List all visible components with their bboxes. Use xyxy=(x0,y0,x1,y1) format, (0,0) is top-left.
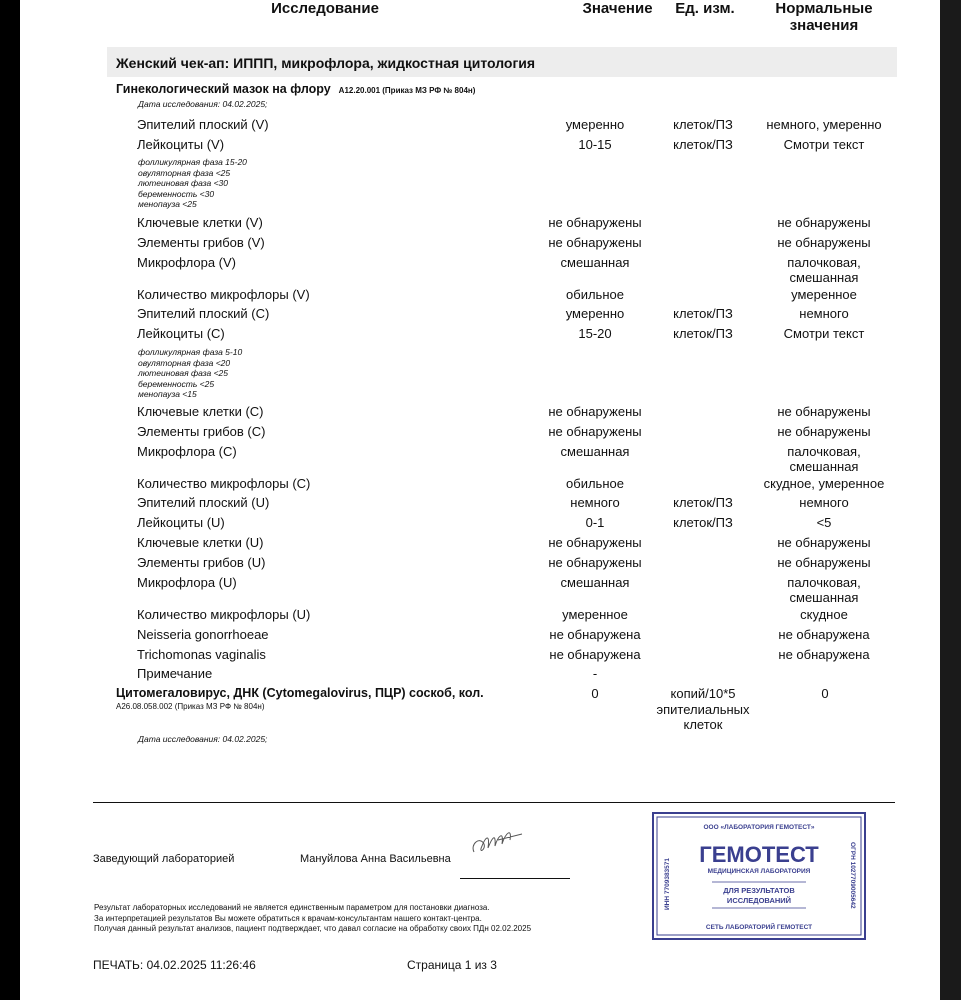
phase-note: лютеиновая фаза <25 xyxy=(138,368,229,378)
table-row xyxy=(20,326,940,346)
row-value: - xyxy=(592,666,598,681)
table-row xyxy=(20,215,940,235)
row-value: смешанная xyxy=(560,255,630,270)
table-row xyxy=(20,287,940,307)
stamp-ogrn: ОГРН 1027709005642 xyxy=(849,842,856,909)
row-unit: клеток/ПЗ xyxy=(673,326,733,341)
row-unit: клеток/ПЗ xyxy=(673,515,733,530)
row-value: умеренное xyxy=(562,607,628,622)
row-norm: умеренное xyxy=(791,287,857,302)
row-norm: скудное xyxy=(800,607,848,622)
row-value: не обнаружены xyxy=(548,235,642,250)
row-name: Элементы грибов (C) xyxy=(137,424,266,439)
table-row xyxy=(20,444,940,474)
row-name: Количество микрофлоры (U) xyxy=(137,607,311,622)
row-norm: не обнаружены xyxy=(777,235,871,250)
section-title: Женский чек-ап: ИППП, микрофлора, жидкостная цитология xyxy=(116,55,536,71)
row-name: Количество микрофлоры (C) xyxy=(137,476,311,491)
row-value: умеренно xyxy=(565,117,625,132)
disclaimer-line2: За интерпретацией результатов Вы можете обратиться к врачам-консультантам нашего контакт-центра. xyxy=(94,913,482,923)
divider xyxy=(93,802,895,803)
row-value: не обнаружены xyxy=(548,535,642,550)
row-name: Ключевые клетки (C) xyxy=(137,404,264,419)
lab-stamp xyxy=(652,812,866,940)
row-norm: не обнаружены xyxy=(777,535,871,550)
table-row xyxy=(20,476,940,496)
stamp-brand: ГЕМОТЕСТ xyxy=(699,842,819,867)
row-value: не обнаружена xyxy=(549,647,641,662)
row-value: 0-1 xyxy=(585,515,605,530)
table-row xyxy=(20,607,940,627)
signature-line xyxy=(460,878,570,879)
header-norm xyxy=(756,0,892,34)
row-value: смешанная xyxy=(560,575,630,590)
stamp-inn: ИНН 7709383571 xyxy=(664,857,671,910)
table-row xyxy=(20,255,940,285)
test-title xyxy=(116,82,475,96)
stamp-sub: МЕДИЦИНСКАЯ ЛАБОРАТОРИЯ xyxy=(707,868,811,875)
disclaimer-line1: Результат лабораторных исследований не является единственным параметром для постановки диагноза. xyxy=(94,903,490,912)
header-unit: Ед. изм. xyxy=(675,0,735,17)
phase-note: менопауза <15 xyxy=(138,389,197,399)
row-name: Trichomonas vaginalis xyxy=(137,647,266,662)
row-value: смешанная xyxy=(560,444,630,459)
head-title: Заведующий лабораторией xyxy=(93,853,235,865)
row-norm: не обнаружены xyxy=(777,404,871,419)
row-norm: скудное, умеренное xyxy=(763,476,885,491)
cmv-value: 0 xyxy=(591,686,599,701)
test-title-text: Гинекологический мазок на флору xyxy=(116,82,331,96)
row-unit: клеток/ПЗ xyxy=(673,137,733,152)
row-norm: немного xyxy=(799,306,849,321)
cmv-unit-line3: клеток xyxy=(683,717,723,732)
row-name: Ключевые клетки (V) xyxy=(137,215,263,230)
row-name: Количество микрофлоры (V) xyxy=(137,287,310,302)
head-name: Мануйлова Анна Васильевна xyxy=(300,853,451,865)
phase-note: овуляторная фаза <25 xyxy=(138,167,231,178)
table-row xyxy=(20,575,940,605)
table-row xyxy=(20,117,940,137)
report-page xyxy=(20,0,940,1000)
test-code: A12.20.001 (Приказ МЗ РФ № 804н) xyxy=(338,86,476,95)
row-name: Примечание xyxy=(137,666,213,681)
test-date: Дата исследования: 04.02.2025; xyxy=(138,99,268,109)
row-unit: клеток/ПЗ xyxy=(673,306,733,321)
row-name: Neisseria gonorrhoeae xyxy=(137,627,269,642)
row-name: Микрофлора (U) xyxy=(137,575,237,590)
row-name: Микрофлора (V) xyxy=(137,255,237,270)
stamp-graphic xyxy=(652,812,866,940)
row-value: 10-15 xyxy=(578,137,612,152)
row-norm: не обнаружена xyxy=(778,627,870,642)
table-row xyxy=(20,627,940,647)
page-number: Страница 1 из 3 xyxy=(407,958,497,972)
signature xyxy=(468,826,528,860)
phases-c xyxy=(138,347,242,400)
header-study: Исследование xyxy=(271,0,379,17)
row-norm: <5 xyxy=(816,515,832,530)
cmv-unit-line2: эпителиальных xyxy=(656,701,750,717)
row-value: не обнаружены xyxy=(548,424,642,439)
row-norm: не обнаружены xyxy=(777,555,871,570)
phase-note: овуляторная фаза <20 xyxy=(138,357,231,368)
row-value: не обнаружены xyxy=(548,215,642,230)
row-value: обильное xyxy=(566,476,624,491)
row-name: Лейкоциты (U) xyxy=(137,515,225,530)
phase-note: фолликулярная фаза 15-20 xyxy=(138,157,247,167)
table-row xyxy=(20,535,940,555)
row-value: не обнаружены xyxy=(548,404,642,419)
viewer-scrollbar[interactable] xyxy=(940,0,961,1000)
phase-note: беременность <25 xyxy=(138,378,215,389)
row-norm: Смотри текст xyxy=(783,326,865,341)
row-value: не обнаружены xyxy=(548,555,642,570)
row-norm: палочковая, смешанная xyxy=(787,255,861,285)
stamp-top: ООО «ЛАБОРАТОРИЯ ГЕМОТЕСТ» xyxy=(703,824,815,831)
row-norm: палочковая, смешанная xyxy=(787,575,861,605)
cmv-norm: 0 xyxy=(821,686,829,701)
row-name: Эпителий плоский (U) xyxy=(137,495,270,510)
stamp-bottom: СЕТЬ ЛАБОРАТОРИЙ ГЕМОТЕСТ xyxy=(705,924,813,931)
row-name: Эпителий плоский (C) xyxy=(137,306,270,321)
cmv-unit xyxy=(648,686,758,733)
cmv-code: A26.08.058.002 (Приказ МЗ РФ № 804н) xyxy=(116,702,265,711)
row-norm: немного, умеренно xyxy=(766,117,882,132)
row-name: Ключевые клетки (U) xyxy=(137,535,264,550)
row-value: не обнаружена xyxy=(549,627,641,642)
table-row xyxy=(20,137,940,157)
cmv-unit-line1: копий/10*5 xyxy=(670,686,736,701)
phase-note: менопауза <25 xyxy=(138,199,197,209)
row-value: умеренно xyxy=(565,306,625,321)
row-value: обильное xyxy=(566,287,624,302)
table-row xyxy=(20,495,940,515)
cmv-title: Цитомегаловирус, ДНК (Cytomegalovirus, ПЦР) соскоб, кол. xyxy=(116,686,484,700)
phase-note: фолликулярная фаза 5-10 xyxy=(138,347,243,357)
table-row xyxy=(20,555,940,575)
row-norm: не обнаружены xyxy=(777,215,871,230)
cmv-date: Дата исследования: 04.02.2025; xyxy=(138,734,268,744)
stamp-mid2: ИССЛЕДОВАНИЙ xyxy=(726,896,792,905)
phase-note: лютеиновая фаза <30 xyxy=(138,178,229,188)
row-name: Микрофлора (C) xyxy=(137,444,237,459)
table-row xyxy=(20,515,940,535)
disclaimer xyxy=(94,903,531,935)
table-row xyxy=(20,235,940,255)
print-date: ПЕЧАТЬ: 04.02.2025 11:26:46 xyxy=(93,958,256,972)
disclaimer-line3: Получая данный результат анализов, пациент подтверждает, что давал согласие на обработку своих ПДн 02.02.2025 xyxy=(94,924,532,933)
header-norm-line2: значения xyxy=(789,17,859,34)
row-value: немного xyxy=(570,495,620,510)
phase-note: беременность <30 xyxy=(138,188,215,199)
row-norm: палочковая, смешанная xyxy=(787,444,861,474)
row-value: 15-20 xyxy=(578,326,612,341)
header-norm-line1: Нормальные xyxy=(775,0,873,17)
row-name: Лейкоциты (V) xyxy=(137,137,225,152)
header-value: Значение xyxy=(582,0,653,17)
row-name: Элементы грибов (V) xyxy=(137,235,265,250)
table-row xyxy=(20,404,940,424)
row-norm: не обнаружена xyxy=(778,647,870,662)
table-row xyxy=(20,424,940,444)
phases-v xyxy=(138,157,247,210)
table-row xyxy=(20,647,940,667)
row-norm: немного xyxy=(799,495,849,510)
stamp-mid1: ДЛЯ РЕЗУЛЬТАТОВ xyxy=(723,886,795,895)
row-name: Эпителий плоский (V) xyxy=(137,117,269,132)
row-norm: не обнаружены xyxy=(777,424,871,439)
table-row xyxy=(20,666,940,686)
row-norm: Смотри текст xyxy=(783,137,865,152)
row-name: Элементы грибов (U) xyxy=(137,555,266,570)
table-row xyxy=(20,306,940,326)
row-name: Лейкоциты (C) xyxy=(137,326,225,341)
row-unit: клеток/ПЗ xyxy=(673,117,733,132)
row-unit: клеток/ПЗ xyxy=(673,495,733,510)
